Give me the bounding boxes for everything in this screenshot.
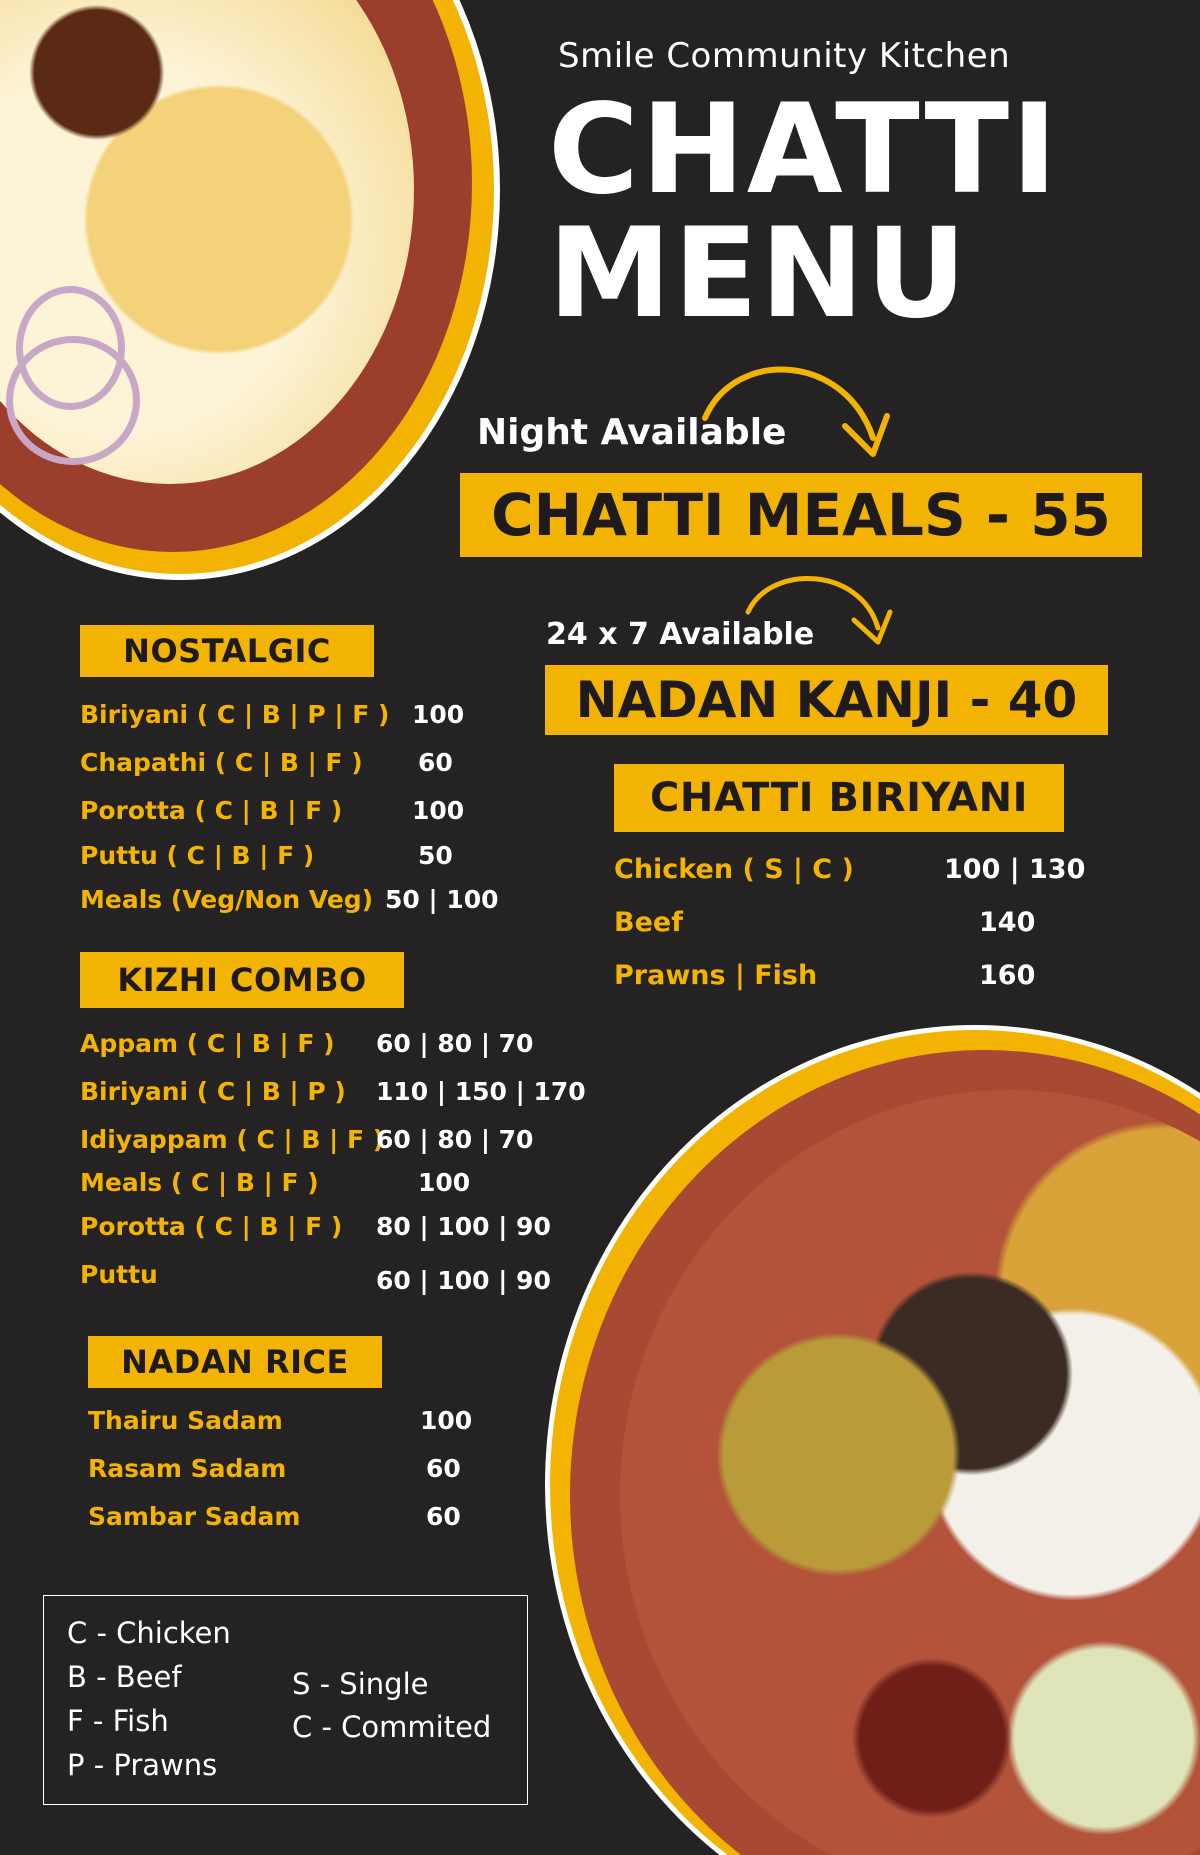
item-name: Puttu: [80, 1260, 158, 1289]
title-line-1: CHATTI: [548, 78, 1060, 222]
section-title-kizhi-combo: KIZHI COMBO: [80, 952, 404, 1008]
biriyani-plate-image: [0, 0, 500, 580]
legend-item: P - Prawns: [67, 1748, 218, 1782]
item-name: Beef: [614, 907, 683, 938]
item-price: 60 | 80 | 70: [376, 1029, 534, 1058]
item-price: 80 | 100 | 90: [376, 1212, 551, 1241]
page-title: [548, 78, 1060, 346]
item-price: 160: [979, 960, 1036, 991]
item-name: Porotta ( C | B | F ): [80, 796, 343, 825]
item-name: Appam ( C | B | F ): [80, 1029, 335, 1058]
legend-item: S - Single: [292, 1667, 429, 1701]
item-name: Sambar Sadam: [88, 1502, 301, 1531]
item-price: 140: [979, 907, 1036, 938]
item-price: 100: [418, 1168, 471, 1197]
meals-plate-image: [545, 1025, 1200, 1855]
section-title-chatti-biriyani: CHATTI BIRIYANI: [614, 764, 1064, 832]
legend-item: B - Beef: [67, 1660, 182, 1694]
item-name: Puttu ( C | B | F ): [80, 841, 315, 870]
item-price: 100: [412, 700, 465, 729]
item-name: Thairu Sadam: [88, 1406, 283, 1435]
chatti-meals-banner: CHATTI MEALS - 55: [460, 473, 1142, 557]
brand-name: Smile Community Kitchen: [558, 36, 1011, 76]
item-price: 110 | 150 | 170: [376, 1077, 586, 1106]
item-name: Chapathi ( C | B | F ): [80, 748, 363, 777]
item-name: Meals ( C | B | F ): [80, 1168, 319, 1197]
item-name: Meals (Veg/Non Veg): [80, 885, 374, 914]
title-line-2: MENU: [548, 202, 969, 346]
item-price: 60: [418, 748, 453, 777]
item-name: Biriyani ( C | B | P | F ): [80, 700, 390, 729]
item-name: Prawns | Fish: [614, 960, 818, 991]
availability-night: Night Available: [477, 412, 787, 453]
item-price: 100: [420, 1406, 473, 1435]
section-title-nostalgic: NOSTALGIC: [80, 625, 374, 677]
item-price: 50: [418, 841, 453, 870]
item-name: Chicken ( S | C ): [614, 854, 854, 885]
nadan-kanji-banner: NADAN KANJI - 40: [545, 665, 1108, 735]
legend-item: C - Chicken: [67, 1616, 231, 1650]
item-name: Porotta ( C | B | F ): [80, 1212, 343, 1241]
item-name: Idiyappam ( C | B | F ): [80, 1125, 385, 1154]
item-price: 100 | 130: [944, 854, 1086, 885]
section-title-nadan-rice: NADAN RICE: [88, 1336, 382, 1388]
onion-ring: [6, 336, 140, 465]
item-price: 60 | 100 | 90: [376, 1266, 551, 1295]
item-price: 60: [426, 1454, 461, 1483]
item-name: Biriyani ( C | B | P ): [80, 1077, 346, 1106]
legend-item: C - Commited: [292, 1710, 492, 1744]
item-name: Rasam Sadam: [88, 1454, 287, 1483]
item-price: 60: [426, 1502, 461, 1531]
availability-24x7: 24 x 7 Available: [546, 617, 815, 652]
item-price: 50 | 100: [385, 885, 499, 914]
item-price: 60 | 80 | 70: [376, 1125, 534, 1154]
item-price: 100: [412, 796, 465, 825]
legend-item: F - Fish: [67, 1704, 169, 1738]
